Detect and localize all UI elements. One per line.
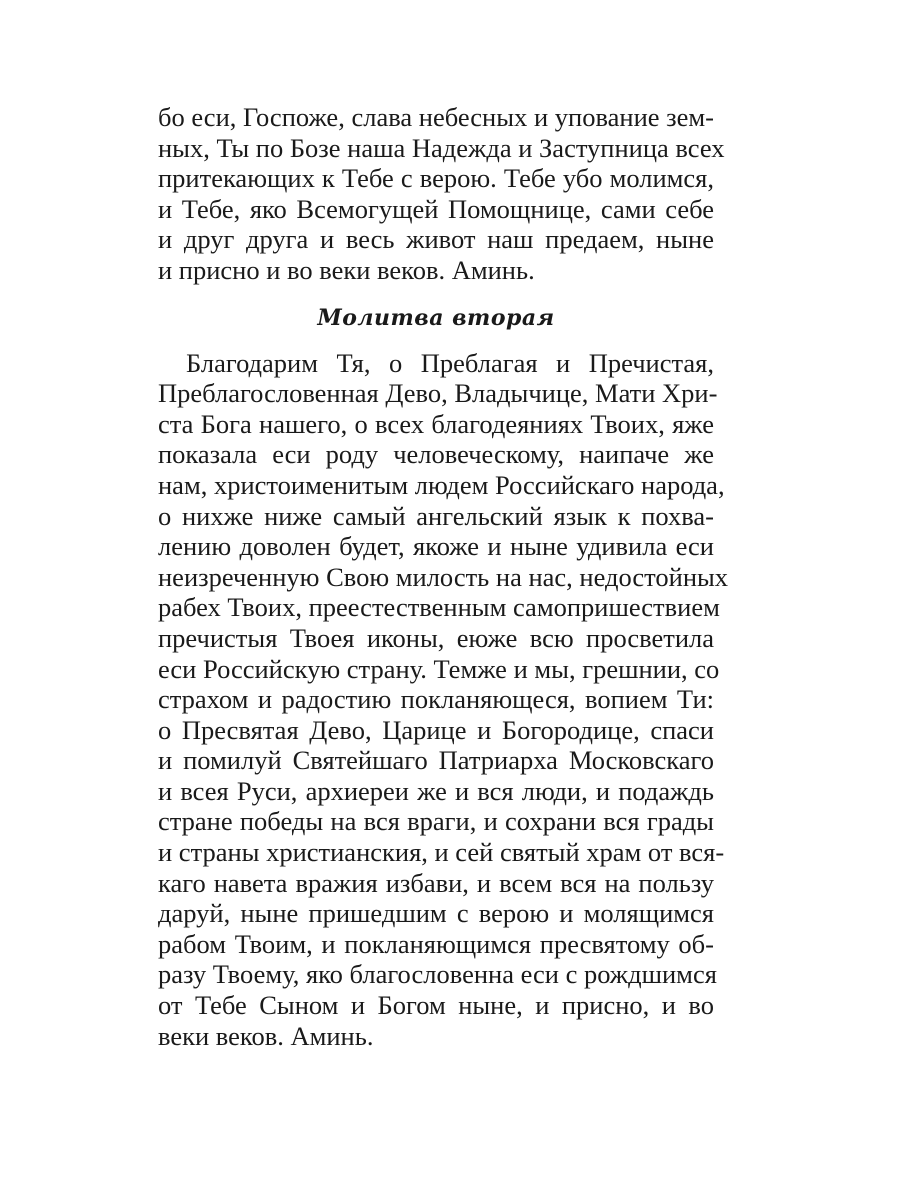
paragraph-second-prayer xyxy=(158,347,729,1052)
text-line: Благодарим Тя, о Преблагая и Пречистая, xyxy=(186,347,714,378)
text-line: разу Твоему, яко благословенна еси с рождшимся xyxy=(158,959,717,990)
text-line: о нихже ниже самый ангельский язык к похва- xyxy=(158,500,714,531)
text-line: неизреченную Свою милость на нас, недостойных xyxy=(158,561,729,592)
text-line: и всея Руси, архиереи же и вся люди, и подаждь xyxy=(158,775,714,806)
text-line: даруй, ныне пришедшим с верою и молящимся xyxy=(158,898,714,929)
text-line: страхом и радостию покланяющеся, вопием Ти: xyxy=(158,684,714,715)
text-line: и друг друга и весь живот наш предаем, ныне xyxy=(158,224,714,255)
text-line: еси Российскую страну. Темже и мы, грешнии, со xyxy=(158,653,720,684)
text-line: рабом Твоим, и покланяющимся пресвятому об- xyxy=(158,928,714,959)
text-line: рабех Твоих, преестественным самопришествием xyxy=(158,592,720,623)
section-heading: Молитва вторая xyxy=(317,304,555,331)
text-line: и помилуй Святейшаго Патриарха Московскаго xyxy=(158,745,714,776)
text-line: веки веков. Аминь. xyxy=(158,1020,374,1051)
text-line: и присно и во веки веков. Аминь. xyxy=(158,254,535,285)
text-line: Преблагословенная Дево, Владычице, Мати Хри- xyxy=(158,378,718,409)
text-line: лению доволен будет, якоже и ныне удивила еси xyxy=(158,531,714,562)
page-content xyxy=(158,102,729,1051)
text-line: ста Бога нашего, о всех благодеяниях Твоих, яже xyxy=(158,408,714,439)
text-line: бо еси, Госпоже, слава небесных и упование зем- xyxy=(158,102,714,132)
text-line: пречистыя Твоея иконы, еюже всю просветила xyxy=(158,622,714,653)
text-line: показала еси роду человеческому, наипаче же xyxy=(158,439,714,470)
text-line: притекающих к Тебе с верою. Тебе убо молимся, xyxy=(158,163,714,194)
text-line: нам, христоименитым людем Российскаго народа, xyxy=(158,469,725,500)
text-line: о Пресвятая Дево, Царице и Богородице, спаси xyxy=(158,714,714,745)
text-line: и страны христианския, и сей святый храм от вся- xyxy=(158,837,725,868)
text-line: от Тебе Сыном и Богом ныне, и присно, и во xyxy=(158,990,714,1021)
paragraph-ending-first-prayer xyxy=(158,102,725,286)
text-line: стране победы на вся враги, и сохрани вся грады xyxy=(158,806,714,837)
text-line: каго навета вражия избави, и всем вся на пользу xyxy=(158,867,714,898)
text-line: ных, Ты по Бозе наша Надежда и Заступница всех xyxy=(158,132,725,163)
text-line: и Тебе, яко Всемогущей Помощнице, сами себе xyxy=(158,193,714,224)
